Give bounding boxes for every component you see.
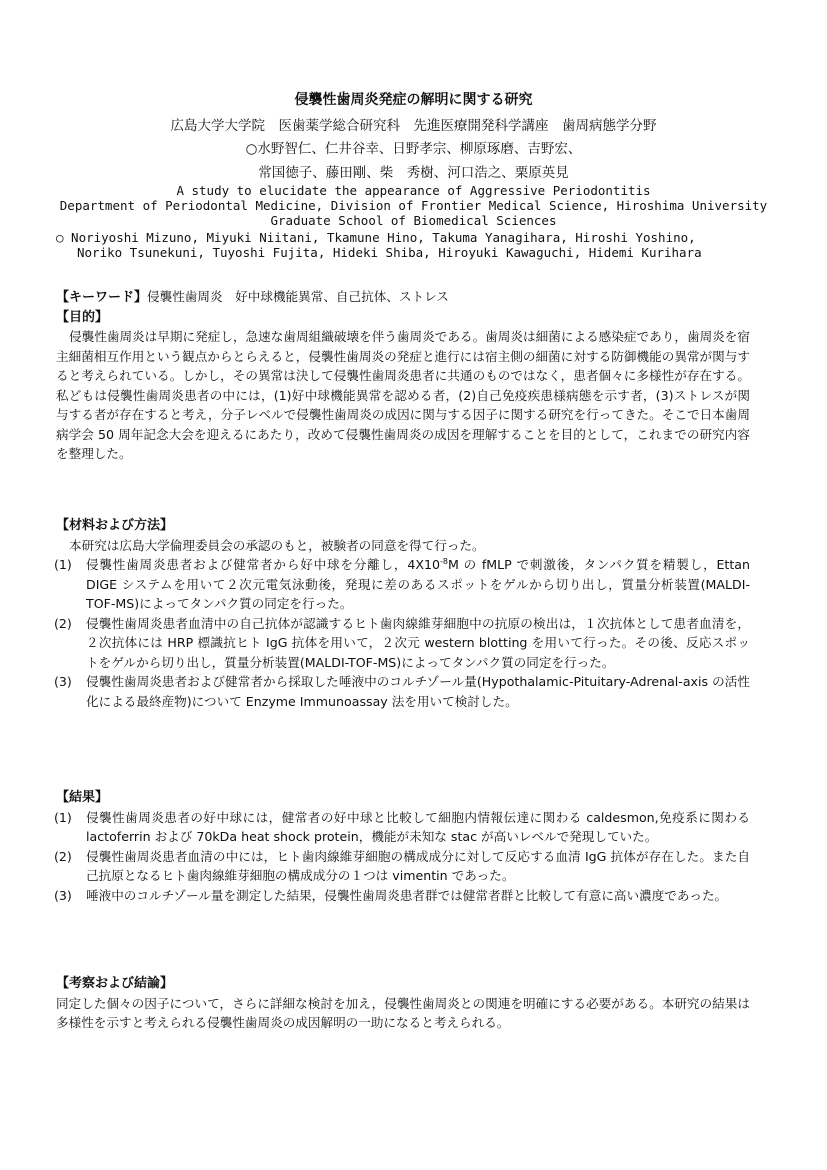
methods-item-text-b: M の fMLP で刺激後，タンパク質を精製し，Ettan DIGE システムを用いて２次元電気泳動後，発現に差のあるスポットをゲルから切り出し，質量分析装置(MALDI-TOF-MS)によってタンパク質の同定を行った。 <box>86 557 750 611</box>
title-en: A study to elucidate the appearance of Aggressive Periodontitis <box>176 183 651 198</box>
affiliation-en-line1: Department of Periodontal Medicine, Division of Frontier Medical Science, Hiroshima University <box>59 198 768 213</box>
purpose-text: 侵襲性歯周炎は早期に発症し，急速な歯周組織破壊を伴う歯周炎である。歯周炎は細菌による感染症であり，歯周炎を宿主細菌相互作用という観点からとらえると，侵襲性歯周炎の発症と進行には宿主側の細菌に対する防御機能の異常が関与すると考えられている。しかし，その異常は決して侵襲性歯周炎患者に共通のものではなく，患者個々に多様性が存在する。私どもは侵襲性歯周炎患者の中には，(1)好中球機能異常を認める者，(2)自己免疫疾患様病態を示す者，(3)ストレスが関与する者が存在すると考え，分子レベルで侵襲性歯周炎の成因に関与する因子に関する研究を行ってきた。そこで日本歯周病学会 50 周年記念大会を迎えるにあたり，改めて侵襲性歯周炎の成因を理解することを目的として，これまでの研究内容を整理した。 <box>56 329 750 461</box>
results-list <box>56 808 750 906</box>
conclusion-text: 同定した個々の因子について，さらに詳細な検討を加え，侵襲性歯周炎との関連を明確にする必要がある。本研究の結果は多様性を示すと考えられる侵襲性歯周炎の成因解明の一助になると考えられる。 <box>56 995 750 1030</box>
methods-item-superscript: -8 <box>439 556 448 566</box>
results-item-number: (1) <box>54 809 72 825</box>
title-jp: 侵襲性歯周炎発症の解明に関する研究 <box>294 92 533 108</box>
affiliation-jp: 広島大学大学院 医歯薬学総合研究科 先進医療開発科学講座 歯周病態学分野 <box>170 118 657 134</box>
results-item-text: 侵襲性歯周炎患者の好中球には，健常者の好中球と比較して細胞内情報伝達に関わる caldesmon,免疫系に関わる lactoferrin および 70kDa heat shock protein，機能が未知な stac が高いレベルで発現していた。 <box>86 809 750 844</box>
results-section <box>56 788 750 905</box>
keywords-text: 侵襲性歯周炎 好中球機能異常、自己抗体、ストレス <box>147 289 449 304</box>
methods-intro: 本研究は広島大学倫理委員会の承認のもと，被験者の同意を得て行った。 <box>69 537 485 553</box>
methods-list <box>56 555 750 711</box>
methods-item-number: (3) <box>54 674 72 689</box>
results-item-text: 侵襲性歯周炎患者血清の中には，ヒト歯肉線維芽細胞の構成成分に対して反応する血清 IgG 抗体が存在した。また自己抗原となるヒト歯肉線維芽細胞の構成成分の１つは vimentin であった。 <box>86 848 750 883</box>
methods-item-text: 侵襲性歯周炎患者および健常者から採取した唾液中のコルチゾール量(Hypothalamic-Pituitary-Adrenal-axis の活性化による最終産物)について Enzyme Immunoassay 法を用いて検討した。 <box>86 674 750 709</box>
authors-en-line1: ○ Noriyoshi Mizuno, Miyuki Niitani, Tkamune Hino, Takuma Yanagihara, Hiroshi Yoshino, <box>56 230 696 245</box>
methods-item <box>56 614 750 673</box>
results-item-number: (2) <box>54 848 72 864</box>
conclusion-heading: 【考察および結論】 <box>56 976 174 991</box>
methods-section <box>56 516 750 711</box>
methods-heading: 【材料および方法】 <box>56 518 174 533</box>
results-heading: 【結果】 <box>56 790 109 805</box>
results-item <box>56 808 750 847</box>
methods-item <box>56 555 750 614</box>
authors-jp-line1: ○水野智仁、仁井谷幸、日野孝宗、柳原琢磨、吉野宏、 <box>245 141 582 157</box>
results-item-number: (3) <box>54 887 72 903</box>
methods-item-number: (1) <box>54 557 72 572</box>
methods-item-number: (2) <box>54 615 72 631</box>
methods-item-text-a: 侵襲性歯周炎患者および健常者から好中球を分離し，4X10 <box>86 557 440 572</box>
affiliation-en-line2: Graduate School of Biomedical Sciences <box>270 213 557 228</box>
methods-item-text: 侵襲性歯周炎患者血清中の自己抗体が認識するヒト歯肉線維芽細胞中の抗原の検出は，１次抗体として患者血清を，２次抗体には HRP 標識抗ヒト IgG 抗体を用いて，２次元 western blotting を用いて行った。その後、反応スポットをゲルから切り出し，質量分析装置(MALDI-TOF-MS)によってタンパク質の同定を行った。 <box>86 615 750 670</box>
results-item-text: 唾液中のコルチゾール量を測定した結果，侵襲性歯周炎患者群では健常者群と比較して有意に高い濃度であった。 <box>86 887 728 903</box>
authors-en <box>56 230 756 260</box>
results-item <box>56 886 750 906</box>
purpose-section <box>56 287 750 464</box>
authors-jp-line2: 常国徳子、藤田剛、柴 秀樹、河口浩之、栗原英見 <box>258 165 569 181</box>
conclusion-section <box>56 974 750 1033</box>
results-item <box>56 847 750 886</box>
keywords-label: 【キーワード】 <box>56 290 148 305</box>
purpose-heading: 【目的】 <box>56 309 109 325</box>
authors-en-line2: Noriko Tsunekuni, Tuyoshi Fujita, Hideki Shiba, Hiroyuki Kawaguchi, Hidemi Kurihara <box>77 245 702 260</box>
methods-item <box>56 672 750 711</box>
keywords-line <box>56 287 750 308</box>
